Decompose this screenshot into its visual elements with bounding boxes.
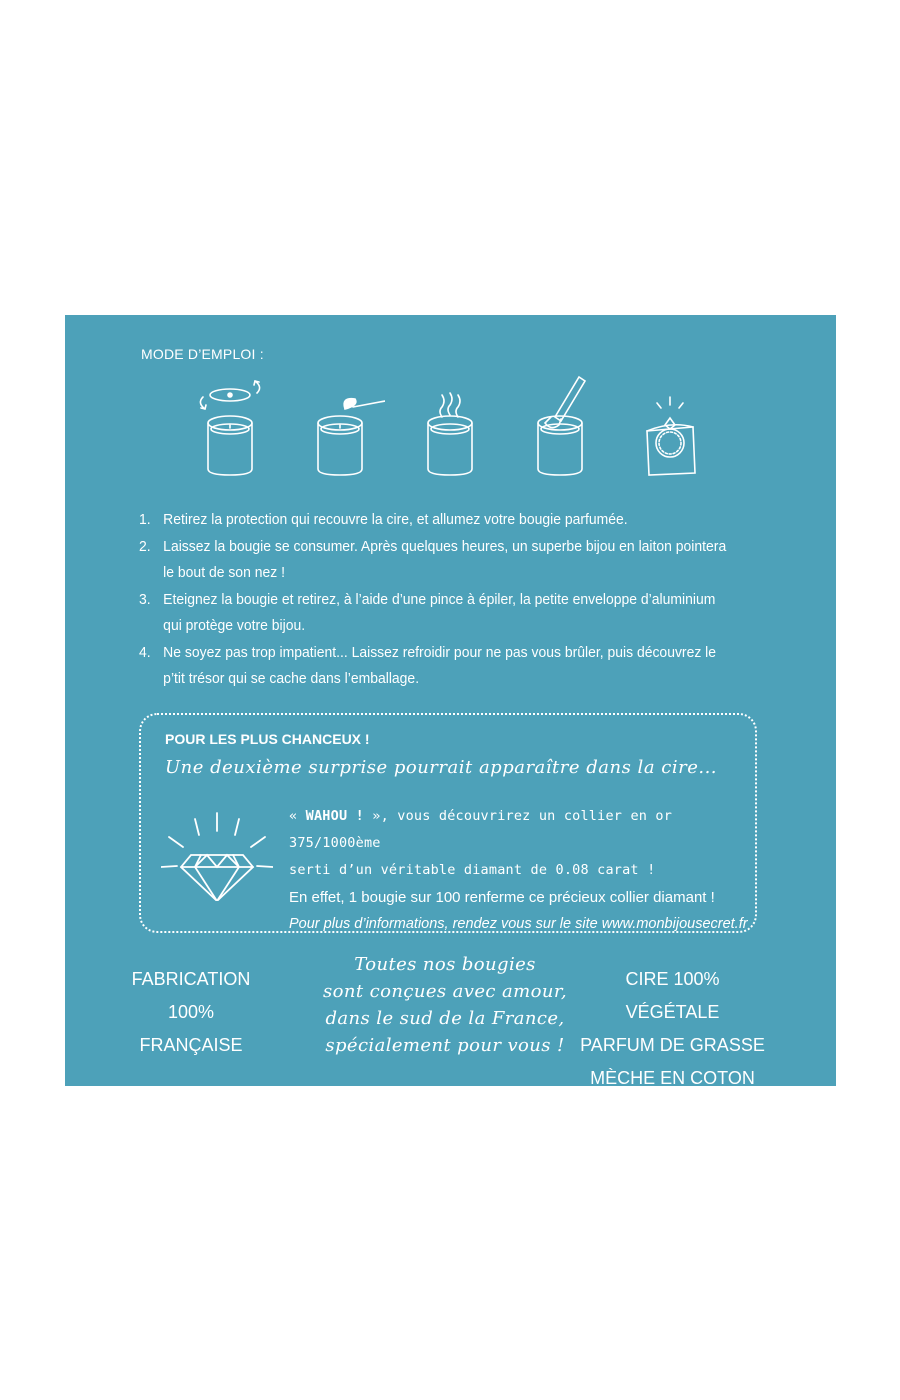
step-item: 1. Retirez la protection qui recouvre la cire, et allumez votre bougie parfumée.: [139, 511, 628, 528]
diamond-icon: [161, 811, 273, 901]
step-text: Ne soyez pas trop impatient... Laissez refroidir pour ne pas vous brûler, puis découvrez le p’tit trésor qui se cache dans l’emballage.: [163, 643, 717, 687]
lucky-box: [139, 713, 757, 933]
lucky-title: POUR LES PLUS CHANCEUX !: [165, 731, 370, 747]
candle-match-icon: [295, 373, 385, 491]
step-item: 2. Laissez la bougie se consumer. Après quelques heures, un superbe bijou en laiton pointera le bout de son nez !: [139, 537, 727, 581]
step-item: 4. Ne soyez pas trop impatient... Laissez refroidir pour ne pas vous brûler, puis découvrez le p’tit trésor qui se cache dans l’emballage.: [139, 643, 717, 687]
candle-lid-icon: [185, 373, 275, 491]
fabrication-francaise: FABRICATION 100% FRANÇAISE: [131, 969, 251, 1055]
wahou-text: WAHOU !: [305, 808, 364, 824]
step-text: Eteignez la bougie et retirez, à l’aide d’une pince à épiler, la petite enveloppe d’aluminium qui protège votre bijou.: [163, 590, 716, 634]
step-item: 3. Eteignez la bougie et retirez, à l’aide d’une pince à épiler, la petite enveloppe d’aluminium qui protège votre bijou.: [139, 590, 716, 634]
lucky-subtitle: Une deuxième surprise pourrait apparaître dans la cire...: [165, 757, 718, 778]
instruction-steps: [139, 507, 734, 693]
love-message: Toutes nos bougies sont conçues avec amour, dans le sud de la France, spécialement pour vous !: [323, 954, 567, 1056]
lucky-text: [289, 803, 751, 938]
lucky-line-3: En effet, 1 bougie sur 100 renferme ce précieux collier diamant !: [289, 889, 715, 906]
lucky-line-4: Pour plus d’informations, rendez vous sur le site www.monbijousecret.fr: [289, 916, 748, 932]
step-text: Laissez la bougie se consumer. Après quelques heures, un superbe bijou en laiton pointera le bout de son nez !: [163, 537, 727, 581]
mode-emploi-title: MODE D’EMPLOI :: [141, 346, 264, 362]
instruction-icons: [65, 373, 836, 491]
product-info-card: [65, 315, 836, 1086]
candle-burning-icon: [405, 373, 495, 491]
candle-tweezers-icon: [515, 373, 605, 491]
step-text: Retirez la protection qui recouvre la cire, et allumez votre bougie parfumée.: [163, 511, 628, 528]
ring-package-icon: [625, 373, 715, 491]
lucky-line-1: « WAHOU ! », vous découvrirez un collier en or 375/1000ème: [289, 808, 673, 851]
lucky-line-2: serti d’un véritable diamant de 0.08 carat !: [289, 862, 656, 878]
product-features: CIRE 100% VÉGÉTALE PARFUM DE GRASSE MÈCHE EN COTON: [580, 969, 765, 1088]
